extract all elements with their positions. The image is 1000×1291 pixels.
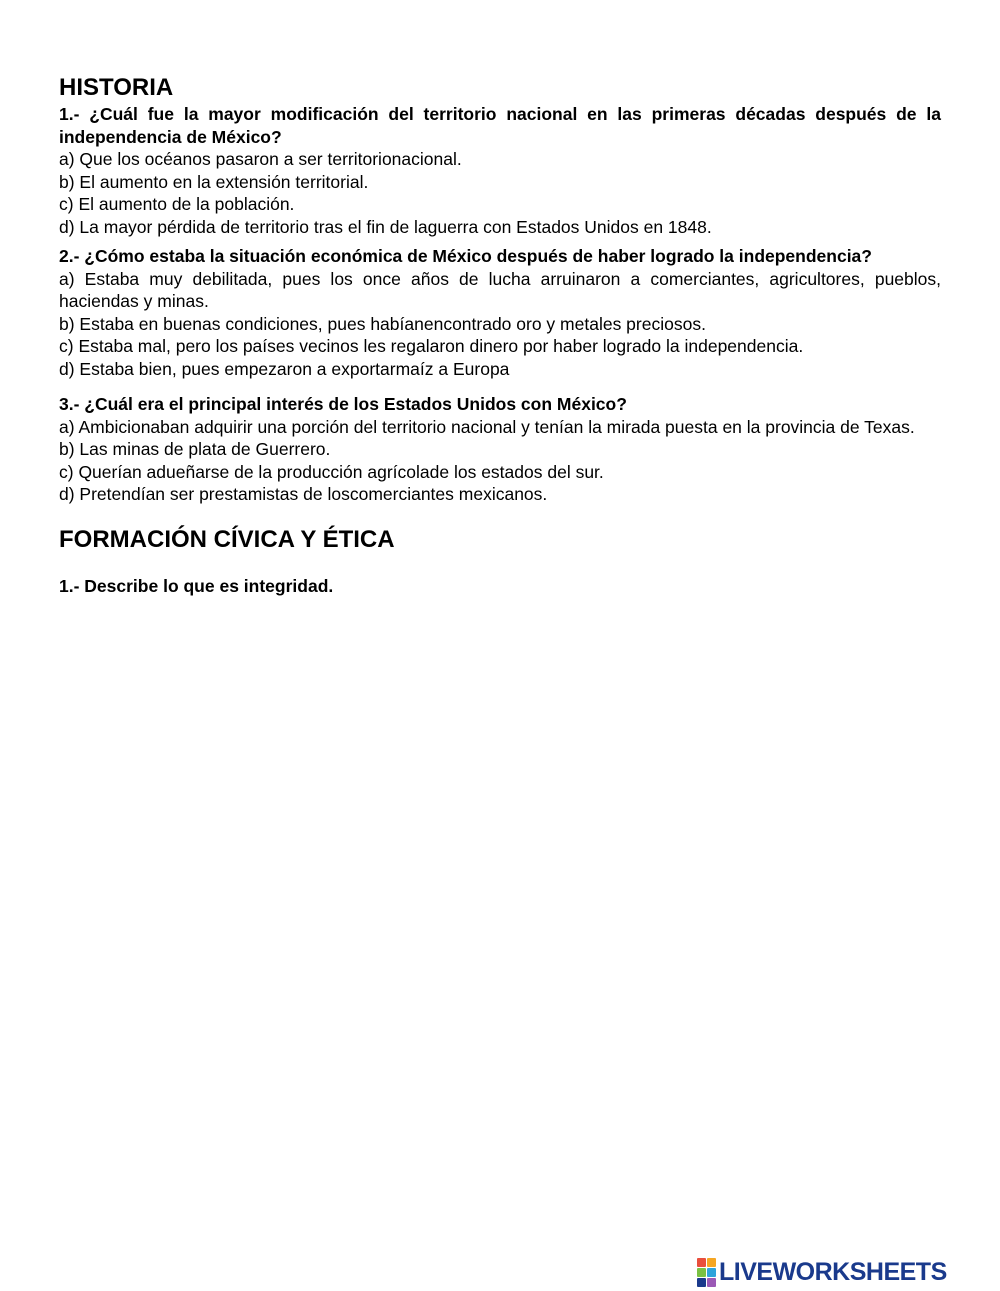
liveworksheets-logo: [697, 1257, 947, 1287]
answer-option[interactable]: a) Que los océanos pasaron a ser territorionacional.: [59, 149, 462, 169]
section-title-civica: FORMACIÓN CÍVICA Y ÉTICA: [59, 525, 395, 553]
answer-option[interactable]: b) Las minas de plata de Guerrero.: [59, 439, 331, 459]
answer-option[interactable]: a) Estaba muy debilitada, pues los once años de lucha arruinaron a comerciantes, agricultores, pueblos, haciendas y minas.: [59, 268, 941, 311]
answer-option[interactable]: d) Pretendían ser prestamistas de loscomerciantes mexicanos.: [59, 484, 548, 504]
answer-option[interactable]: d) La mayor pérdida de territorio tras el fin de laguerra con Estados Unidos en 1848.: [59, 216, 712, 237]
section-title-historia: HISTORIA: [59, 74, 174, 101]
question-block-2: [59, 245, 941, 380]
answer-option[interactable]: b) Estaba en buenas condiciones, pues habíanencontrado oro y metales preciosos.: [59, 313, 706, 334]
answer-option[interactable]: d) Estaba bien, pues empezaron a exportarmaíz a Europa: [59, 358, 510, 379]
logo-square: [697, 1268, 706, 1277]
logo-square: [707, 1258, 716, 1267]
worksheet-page: [59, 74, 941, 597]
answer-option[interactable]: b) El aumento en la extensión territorial.: [59, 171, 369, 192]
logo-mark-icon: [697, 1258, 716, 1287]
question-text: 3.- ¿Cuál era el principal interés de los Estados Unidos con México?: [59, 394, 627, 414]
answer-option[interactable]: c) Estaba mal, pero los países vecinos les regalaron dinero por haber logrado la independencia.: [59, 336, 804, 356]
question-text: 2.- ¿Cómo estaba la situación económica de México después de haber logrado la independencia?: [59, 246, 872, 266]
answer-option[interactable]: c) El aumento de la población.: [59, 194, 295, 214]
answer-option[interactable]: c) Querían adueñarse de la producción agrícolade los estados del sur.: [59, 461, 604, 482]
logo-square: [707, 1268, 716, 1277]
answer-option[interactable]: a) Ambicionaban adquirir una porción del territorio nacional y tenían la mirada puesta en la provincia de Texas.: [59, 416, 915, 437]
question-text: 1.- ¿Cuál fue la mayor modificación del territorio nacional en las primeras décadas después de la independencia de México?: [59, 104, 941, 147]
question-text: 1.- Describe lo que es integridad.: [59, 575, 334, 596]
question-block-1: [59, 103, 941, 238]
question-block-3: [59, 393, 941, 506]
logo-square: [697, 1258, 706, 1267]
logo-text: LIVEWORKSHEETS: [719, 1257, 947, 1286]
logo-square: [707, 1278, 716, 1287]
logo-square: [697, 1278, 706, 1287]
